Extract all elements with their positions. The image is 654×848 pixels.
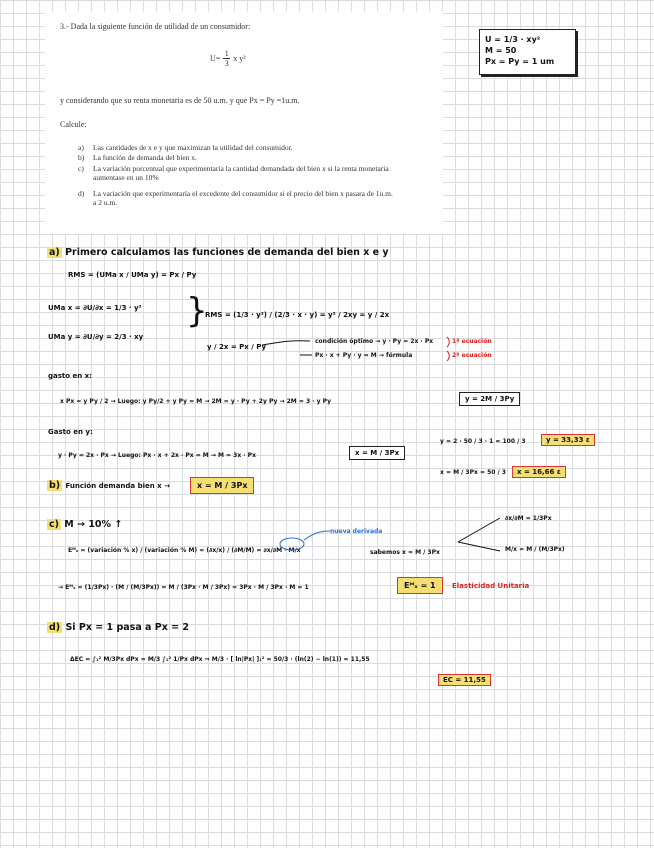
section-c-letter: c): [49, 519, 59, 530]
known-demand: sabemos x = M / 3Px: [370, 549, 440, 556]
elasticity-computation: → Eᴹₓ = (1/3Px) · (M / (M/3Px)) = M / (3Px · M / 3Px) = 3Px · M / 3Px · M = 1: [58, 584, 309, 591]
section-c-heading: M → 10% ↑: [64, 519, 123, 530]
circle-highlight: [280, 538, 304, 550]
task-letter: d): [78, 189, 85, 198]
task-letter: b): [78, 153, 85, 162]
calc-label: Calcule:: [60, 120, 87, 129]
x-demand-function-box: x = M / 3Px: [190, 477, 254, 494]
section-b-heading: Función demanda bien x →: [65, 482, 170, 490]
task-text: La variación que experimentaría el excedente del consumidor si el precio del bien x pasara de 1u.m. a 2 u.m.: [93, 189, 393, 207]
rms-calculation: RMS = (1/3 · y²) / (2/3 · x · y) = y² / 2xy = y / 2x: [205, 311, 390, 319]
gasto-y-derivation: y · Py = 2x · Px → Luego: Px · x + 2x · Px = M → M = 3x · Px: [58, 452, 256, 459]
y-demand-box: y = 2M / 3Py: [459, 392, 520, 406]
task-letter: a): [78, 143, 84, 152]
elasticity-result-box: Eᴹₓ = 1: [397, 577, 443, 594]
income-elasticity-definition: Eᴹₓ = (variación % x) / (variación % M) = (∂x/x) / (∂M/M) = ∂x/∂M · M/x: [68, 547, 301, 554]
brace-symbol: }: [186, 291, 208, 331]
second-equation-label: 2ª ecuación: [452, 352, 492, 359]
x-value-derivation: x = M / 3Px = 50 / 3: [440, 469, 506, 476]
gasto-x-label: gasto en x:: [48, 372, 92, 380]
red-brace-stroke: [447, 337, 449, 347]
data-utility: U = 1/3 · xy²: [485, 35, 541, 44]
utility-numerator: 1: [224, 49, 229, 58]
new-derivative-note: nueva derivada: [330, 528, 383, 535]
task-text: La variación porcentual que experimentaría la cantidad demandada del bien x si la renta monetaria aumentase en un 10%: [93, 164, 389, 182]
section-d-letter: d): [49, 622, 61, 633]
rms-equation: y / 2x = Px / Py: [207, 343, 267, 351]
utility-rhs: x y²: [233, 54, 246, 63]
section-d-heading: Si Px = 1 pasa a Px = 2: [65, 622, 190, 633]
gasto-y-label: Gasto en y:: [48, 428, 93, 436]
umay-derivation: UMa y = ∂U/∂y = 2/3 · xy: [48, 333, 144, 341]
surplus-result-box: EC = 11,55: [438, 674, 491, 686]
surplus-integral: ΔEC = ∫₁² M/3Px dPx = M/3 ∫₁² 1/Px dPx ⇒ M/3 · [ ln|Px| ]₁² = 50/3 · (ln(2) − ln(1)) = 11,55: [70, 656, 370, 663]
y-value-derivation: y = 2 · 50 / 3 · 1 = 100 / 3: [440, 438, 526, 445]
utility-lhs: U=: [210, 54, 221, 63]
umax-derivation: UMa x = ∂U/∂x = 1/3 · y²: [48, 304, 142, 312]
derivative-branch: ∂x/∂M = 1/3Px: [505, 515, 552, 522]
section-a-letter: a): [49, 247, 60, 258]
section-a-heading: Primero calculamos las funciones de demanda del bien x e y: [65, 247, 389, 258]
gasto-x-derivation: x Px = y Py / 2 → Luego: y Py/2 + y Py = M → 2M = y · Py + 2y Py → 2M = 3 · y Py: [60, 398, 332, 405]
branch-stroke: [458, 542, 500, 551]
task-letter: c): [78, 164, 84, 173]
arrow-stroke: [262, 341, 310, 345]
task-text: La función de demanda del bien x.: [93, 153, 197, 162]
problem-condition: y considerando que su renta monetaria es de 50 u.m. y que Px = Py =1u.m.: [60, 96, 300, 105]
budget-restriction: Px · x + Py · y = M → fórmula: [315, 352, 413, 359]
ratio-branch: M/x = M / (M/3Px): [505, 546, 565, 553]
data-prices: Px = Py = 1 um: [485, 57, 555, 66]
task-text: Las cantidades de x e y que maximizan la utilidad del consumidor.: [93, 143, 293, 152]
unit-elasticity-label: Elasticidad Unitaria: [452, 582, 530, 590]
data-income: M = 50: [485, 46, 517, 55]
red-brace-stroke: [447, 351, 449, 361]
branch-stroke: [458, 518, 500, 542]
rms-definition: RMS = (UMa x / UMa y) = Px / Py: [68, 271, 197, 279]
x-demand-box: x = M / 3Px: [349, 446, 405, 460]
section-b-letter: b): [49, 480, 61, 491]
x-value-box: x = 16,66 ε: [512, 466, 566, 478]
y-value-box: y = 33,33 ε: [541, 434, 595, 446]
problem-statement: 3.- Dada la siguiente función de utilidad de un consumidor:: [60, 22, 251, 31]
first-equation-label: 1ª ecuación: [452, 338, 492, 345]
blue-arrow-stroke: [304, 531, 330, 540]
utility-denominator: 3: [224, 59, 229, 68]
optimum-condition: condición óptimo → y · Py = 2x · Px: [315, 338, 434, 345]
